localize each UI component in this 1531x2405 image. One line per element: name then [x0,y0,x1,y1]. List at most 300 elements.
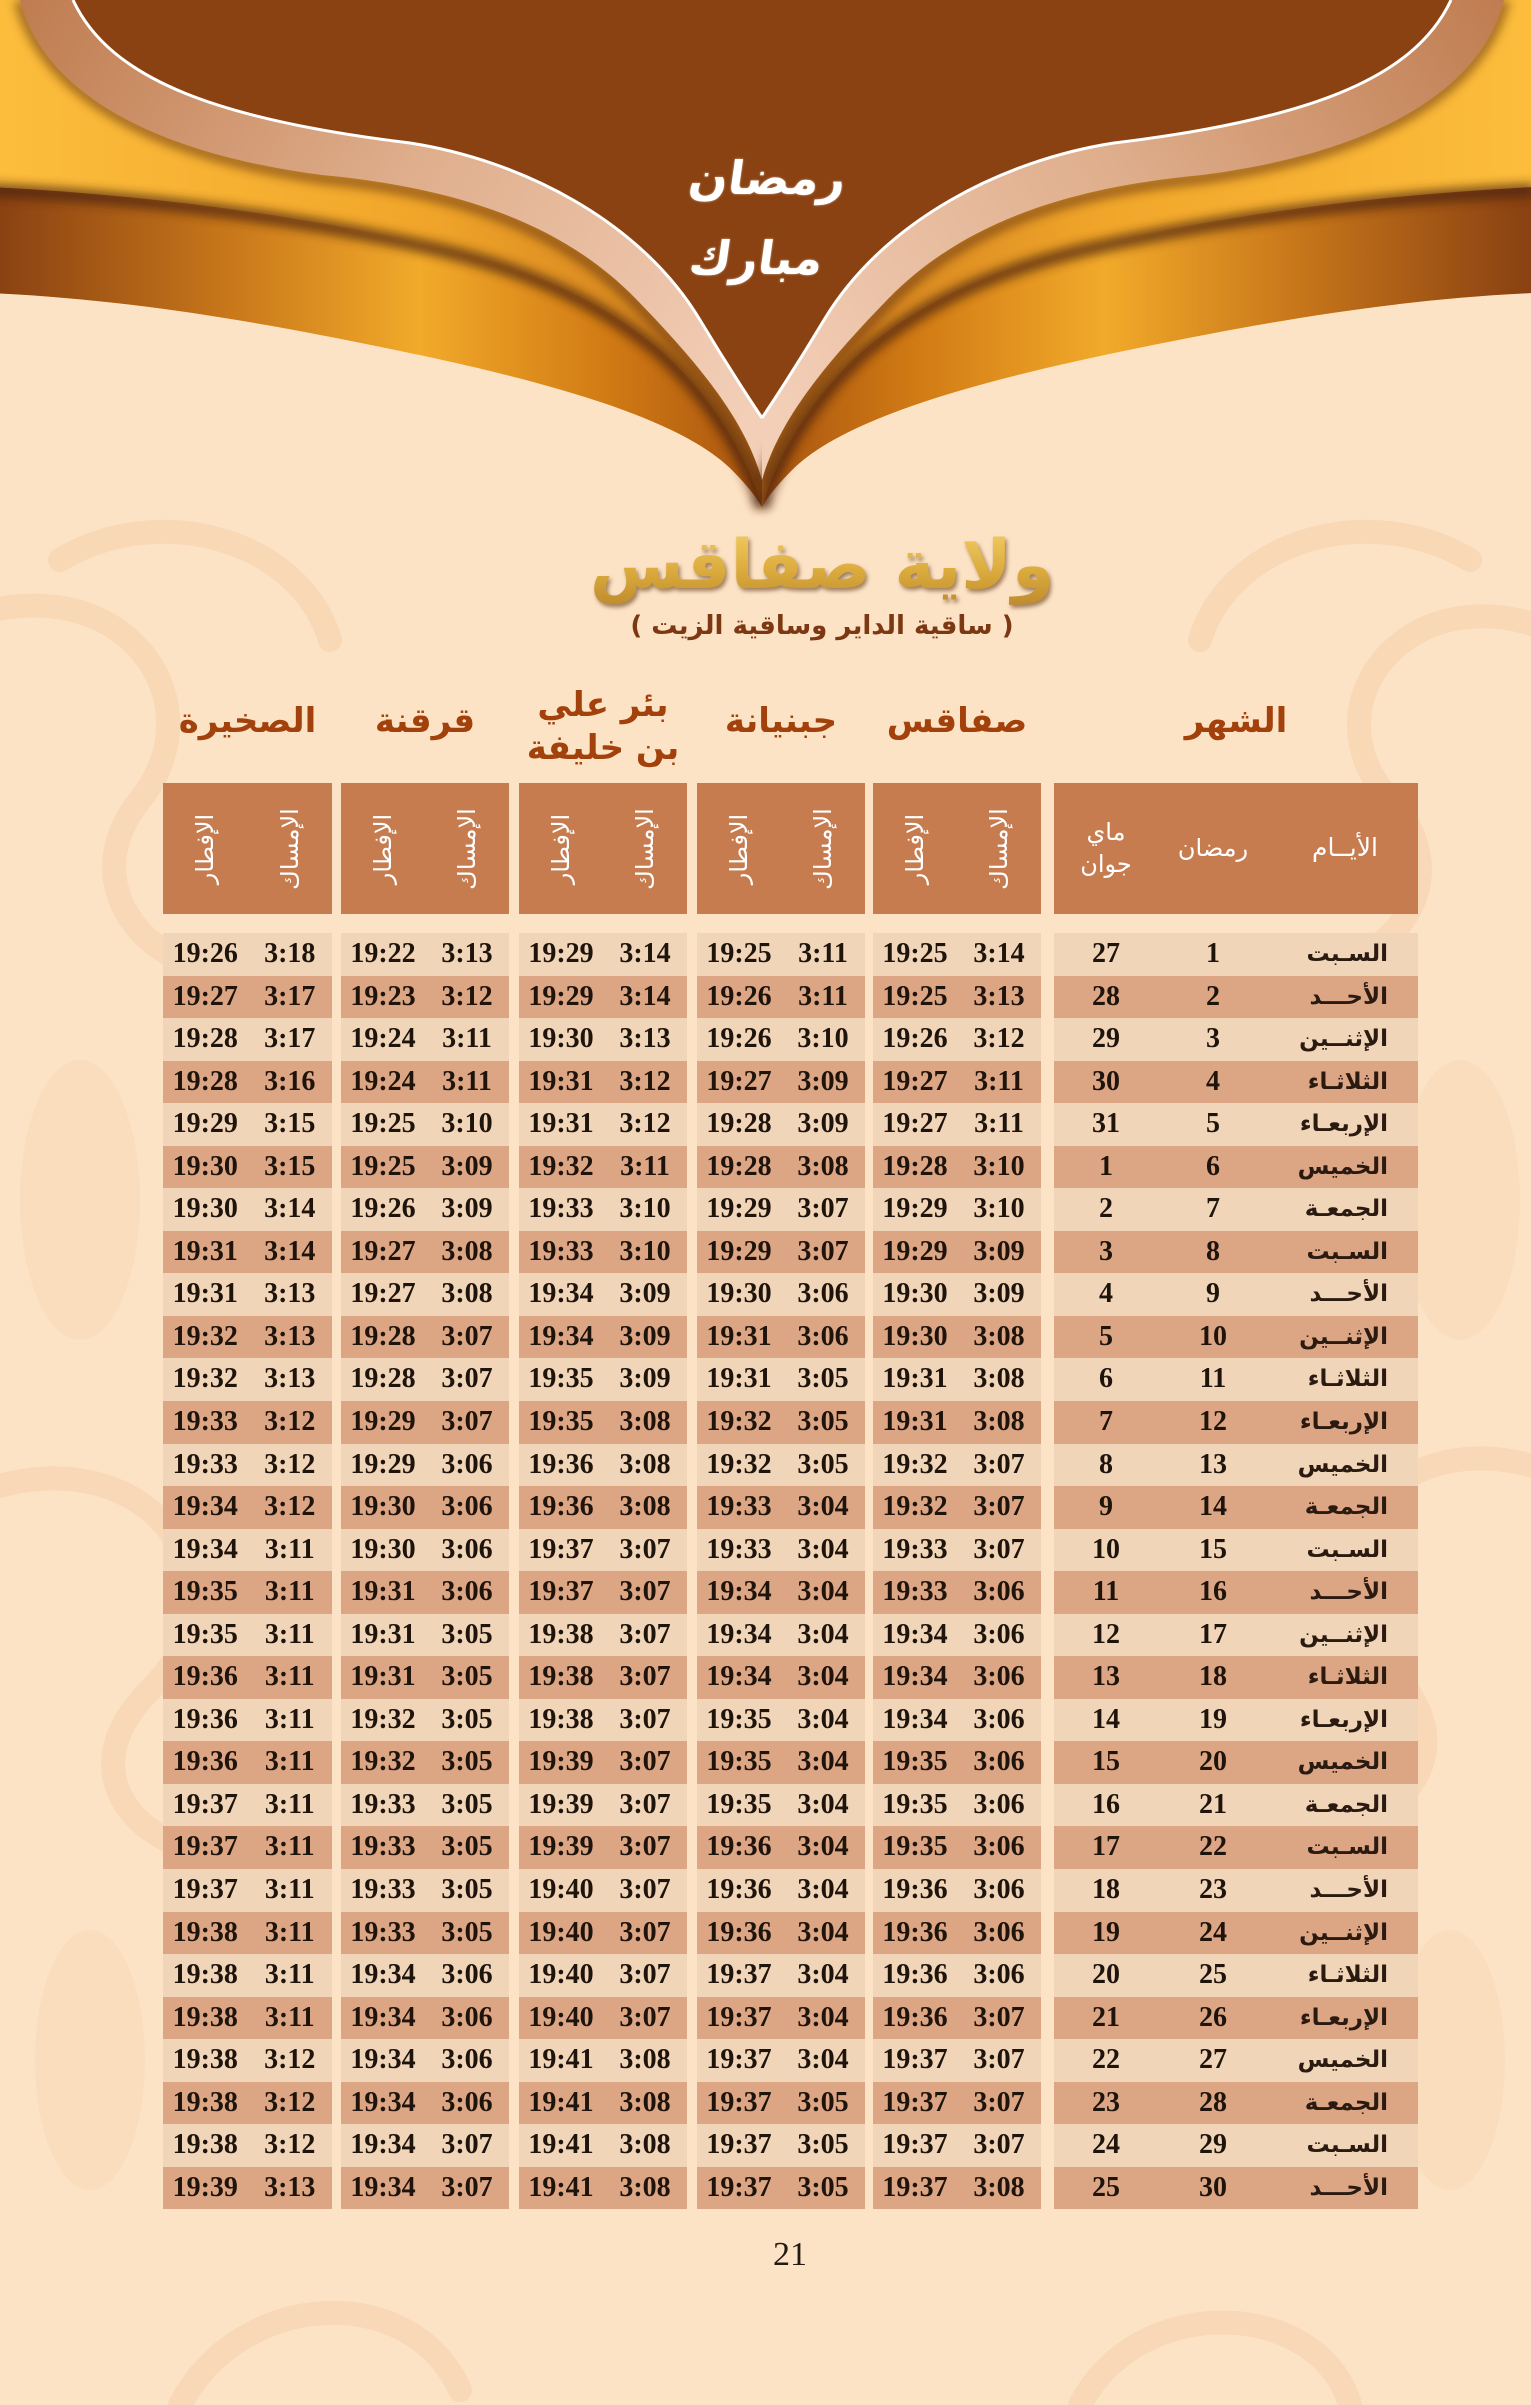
table-row [163,1699,332,1742]
table-row [163,1018,332,1061]
table-row [341,933,509,976]
table-row [519,2039,687,2082]
imsak-time: 3:04 [797,1788,849,1820]
iftar-time: 19:30 [528,1023,594,1055]
table-row [697,1146,865,1189]
city-name: قرقنة [374,701,476,741]
day-name: الأحـــد [1309,2174,1388,2201]
table-row [697,976,865,1019]
imsak-time: 3:06 [973,1576,1025,1608]
table-row [873,1486,1041,1529]
city-name-line-1: بئر علي [537,685,669,725]
table-row [519,1912,687,1955]
table-row [163,1273,332,1316]
imsak-time: 3:10 [973,1150,1025,1182]
iftar-time: 19:32 [882,1448,948,1480]
imsak-time: 3:07 [973,2001,1025,2033]
ramadan-day: 25 [1199,1959,1227,1991]
imsak-time: 3:08 [619,1491,671,1523]
table-row [697,1103,865,1146]
imsak-column-label: الإمساك [809,807,837,890]
imsak-time: 3:10 [441,1108,493,1140]
iftar-time: 19:35 [172,1618,238,1650]
iftar-column-label: الإفطار [901,813,929,884]
table-row [697,1188,865,1231]
table-row [341,1529,509,1572]
table-row [873,1997,1041,2040]
imsak-time: 3:06 [441,1959,493,1991]
imsak-time: 3:13 [264,2171,316,2203]
imsak-time: 3:06 [797,1320,849,1352]
table-row [341,1954,509,1997]
imsak-time: 3:07 [441,1320,493,1352]
imsak-time: 3:06 [973,1618,1025,1650]
table-row [163,2124,332,2167]
city-name-line-2: بن خليفة [526,728,680,768]
iftar-time: 19:36 [882,1916,948,1948]
iftar-time: 19:31 [882,1363,948,1395]
iftar-time: 19:34 [350,2086,416,2118]
imsak-time: 3:13 [619,1023,671,1055]
imsak-time: 3:11 [264,1703,315,1735]
day-name: الجمعـة [1304,1196,1388,1223]
table-row [163,1784,332,1827]
imsak-time: 3:05 [797,1448,849,1480]
city-heading-jebeniana [697,697,865,745]
city-table-rows [873,933,1041,2209]
table-row [697,2124,865,2167]
table-row [163,2082,332,2125]
iftar-time: 19:36 [706,1831,772,1863]
iftar-time: 19:27 [882,1108,948,1140]
imsak-time: 3:13 [264,1363,316,1395]
imsak-time: 3:10 [619,1235,671,1267]
table-row [697,1444,865,1487]
imsak-time: 3:04 [797,1916,849,1948]
table-row [519,1273,687,1316]
table-row [697,1316,865,1359]
imsak-time: 3:05 [441,1661,493,1693]
day-name: الثلاثـاء [1307,1664,1388,1691]
iftar-time: 19:28 [350,1320,416,1352]
day-name: الخميس [1297,2047,1388,2074]
imsak-time: 3:07 [619,2001,671,2033]
iftar-time: 19:26 [706,1023,772,1055]
ramadan-day: 23 [1199,1874,1227,1906]
table-row [341,1061,509,1104]
city-name: جبنيانة [724,701,838,741]
iftar-time: 19:37 [706,2044,772,2076]
iftar-time: 19:37 [172,1788,238,1820]
imsak-time: 3:06 [973,1661,1025,1693]
iftar-time: 19:35 [882,1831,948,1863]
gregorian-day: 6 [1099,1363,1113,1395]
iftar-time: 19:38 [172,1959,238,1991]
gregorian-day: 16 [1092,1788,1120,1820]
gregorian-day: 15 [1092,1746,1120,1778]
iftar-time: 19:34 [350,2171,416,2203]
imsak-time: 3:08 [619,2086,671,2118]
iftar-time: 19:24 [350,1023,416,1055]
table-row [697,1912,865,1955]
table-row [697,1741,865,1784]
table-row [519,1869,687,1912]
table-row [519,1401,687,1444]
iftar-time: 19:41 [528,2129,594,2161]
table-row [163,1444,332,1487]
iftar-time: 19:36 [706,1874,772,1906]
iftar-time: 19:40 [528,1874,594,1906]
imsak-time: 3:09 [441,1193,493,1225]
iftar-time: 19:36 [882,1874,948,1906]
iftar-time: 19:25 [706,938,772,969]
day-name: السـبت [1306,1238,1388,1265]
table-row [341,1997,509,2040]
gregorian-day: 29 [1092,1023,1120,1055]
city-heading-sfax [873,697,1041,745]
city-table-rows [163,933,332,2209]
imsak-time: 3:14 [264,1235,316,1267]
table-row [341,1571,509,1614]
table-row [697,2039,865,2082]
iftar-time: 19:34 [172,1533,238,1565]
table-row [1054,1529,1418,1572]
table-row [163,1826,332,1869]
iftar-time: 19:31 [528,1065,594,1097]
table-row [873,2082,1041,2125]
day-name: الإربعـاء [1299,2004,1388,2031]
imsak-time: 3:11 [442,1065,492,1097]
gregorian-day: 12 [1092,1618,1120,1650]
gregorian-day: 2 [1099,1193,1113,1225]
iftar-time: 19:30 [172,1193,238,1225]
imsak-time: 3:05 [797,2171,849,2203]
imsak-time: 3:09 [619,1363,671,1395]
table-row [873,1316,1041,1359]
iftar-time: 19:29 [706,1193,772,1225]
iftar-column-label: الإفطار [369,813,397,884]
table-row [1054,1826,1418,1869]
table-row [163,1741,332,1784]
iftar-time: 19:35 [528,1406,594,1438]
table-row [697,1061,865,1104]
ramadan-day: 13 [1199,1448,1227,1480]
iftar-time: 19:32 [350,1703,416,1735]
iftar-time: 19:29 [882,1193,948,1225]
table-row [163,2039,332,2082]
imsak-time: 3:04 [797,1618,849,1650]
pattern-blob [1400,1060,1520,1340]
table-bir-ali-ben-khalifa [519,783,687,2210]
gregorian-day: 25 [1092,2171,1120,2203]
imsak-time: 3:07 [619,1618,671,1650]
imsak-time: 3:12 [441,980,493,1012]
imsak-time: 3:06 [973,1959,1025,1991]
table-row [519,1018,687,1061]
imsak-time: 3:12 [264,1448,316,1480]
table-row [1054,1103,1418,1146]
city-table-rows [341,933,509,2209]
gregorian-day: 20 [1092,1959,1120,1991]
imsak-time: 3:07 [797,1193,849,1225]
imsak-time: 3:12 [619,1065,671,1097]
table-row [1054,1444,1418,1487]
imsak-time: 3:06 [973,1746,1025,1778]
imsak-time: 3:16 [264,1065,316,1097]
iftar-time: 19:23 [350,980,416,1012]
imsak-time: 3:11 [620,1150,670,1182]
iftar-time: 19:29 [706,1235,772,1267]
table-row [697,933,865,976]
imsak-time: 3:11 [798,938,848,969]
imsak-time: 3:11 [264,1874,315,1906]
table-row [519,2082,687,2125]
imsak-time: 3:06 [973,1703,1025,1735]
city-name: الصخيرة [178,701,317,741]
day-name: الثلاثـاء [1307,1962,1388,1989]
gregorian-day: 30 [1092,1065,1120,1097]
iftar-time: 19:40 [528,1916,594,1948]
city-heading-skhira [163,697,332,745]
page-subtitle: ( ساقية الداير وساقية الزيت ) [630,611,1014,641]
ramadan-column-label: رمضان [1177,834,1249,862]
day-name: الإثنــين [1299,1026,1388,1053]
table-row [519,1699,687,1742]
imsak-time: 3:07 [441,1406,493,1438]
iftar-time: 19:33 [528,1235,594,1267]
imsak-time: 3:09 [619,1278,671,1310]
iftar-time: 19:35 [882,1788,948,1820]
imsak-time: 3:08 [619,1406,671,1438]
table-row [873,1784,1041,1827]
imsak-column-label: الإمساك [985,807,1013,890]
imsak-time: 3:05 [441,1703,493,1735]
city-table-header [519,783,687,914]
iftar-time: 19:34 [706,1576,772,1608]
iftar-time: 19:28 [172,1065,238,1097]
iftar-time: 19:31 [350,1618,416,1650]
table-row [519,1316,687,1359]
day-name: الخميس [1297,1153,1388,1180]
iftar-time: 19:39 [172,2171,238,2203]
gregorian-day: 21 [1092,2001,1120,2033]
table-row [519,976,687,1019]
iftar-time: 19:32 [172,1320,238,1352]
table-row [697,1784,865,1827]
table-row [697,1869,865,1912]
imsak-time: 3:11 [974,1108,1024,1140]
imsak-time: 3:07 [619,1916,671,1948]
imsak-time: 3:05 [797,2086,849,2118]
table-row [873,1018,1041,1061]
iftar-time: 19:34 [706,1661,772,1693]
table-row [519,1656,687,1699]
iftar-time: 19:37 [882,2129,948,2161]
imsak-time: 3:06 [441,2001,493,2033]
gregorian-day: 3 [1099,1235,1113,1267]
table-row [163,1061,332,1104]
table-row [697,1614,865,1657]
imsak-time: 3:04 [797,1491,849,1523]
imsak-time: 3:07 [619,1788,671,1820]
iftar-time: 19:38 [172,2086,238,2118]
table-row [697,1656,865,1699]
day-name: الخميس [1297,1451,1388,1478]
table-row [163,1486,332,1529]
imsak-time: 3:07 [797,1235,849,1267]
table-row [341,1741,509,1784]
imsak-time: 3:07 [619,1661,671,1693]
iftar-time: 19:39 [528,1788,594,1820]
table-row [873,933,1041,976]
pattern-swirl [1080,2322,1350,2405]
city-table-rows [697,933,865,2209]
table-row [341,1486,509,1529]
table-skhira [163,783,332,2210]
table-row [873,1444,1041,1487]
ramadan-day: 5 [1206,1108,1220,1140]
iftar-time: 19:33 [172,1406,238,1438]
imsak-time: 3:13 [264,1320,316,1352]
gregorian-day: 24 [1092,2129,1120,2161]
table-row [697,1231,865,1274]
table-row [519,2167,687,2210]
ramadan-day: 24 [1199,1916,1227,1948]
iftar-time: 19:40 [528,1959,594,1991]
iftar-time: 19:35 [528,1363,594,1395]
table-row [163,1188,332,1231]
iftar-time: 19:37 [882,2044,948,2076]
month-table [1054,783,1418,2210]
iftar-time: 19:31 [172,1235,238,1267]
table-row [1054,1231,1418,1274]
imsak-time: 3:10 [619,1193,671,1225]
table-row [163,2167,332,2210]
table-row [519,1444,687,1487]
iftar-time: 19:37 [172,1831,238,1863]
table-row [697,1997,865,2040]
iftar-time: 19:29 [528,938,594,969]
gregorian-day: 18 [1092,1874,1120,1906]
ramadan-day: 8 [1206,1235,1220,1267]
imsak-column-label: الإمساك [453,807,481,890]
iftar-time: 19:41 [528,2086,594,2118]
table-row [873,1741,1041,1784]
city-table-rows [519,933,687,2209]
imsak-time: 3:04 [797,1661,849,1693]
iftar-time: 19:30 [350,1491,416,1523]
day-name: الإربعـاء [1299,1111,1388,1138]
day-name: الخميس [1297,1749,1388,1776]
imsak-time: 3:06 [973,1874,1025,1906]
city-table-header [697,783,865,914]
page-title: ولاية صفاقس [522,520,1122,612]
iftar-time: 19:27 [350,1278,416,1310]
iftar-time: 19:28 [706,1108,772,1140]
gregorian-day: 22 [1092,2044,1120,2076]
iftar-time: 19:31 [350,1576,416,1608]
imsak-time: 3:17 [264,980,316,1012]
table-row [341,1018,509,1061]
table-row [519,1146,687,1189]
ramadan-day: 16 [1199,1576,1227,1608]
imsak-time: 3:05 [441,1874,493,1906]
imsak-time: 3:07 [441,2171,493,2203]
imsak-time: 3:05 [797,2129,849,2161]
table-row [163,1869,332,1912]
table-row [519,1571,687,1614]
iftar-time: 19:35 [882,1746,948,1778]
day-name: الثلاثـاء [1307,1068,1388,1095]
iftar-time: 19:35 [172,1576,238,1608]
table-row [163,1231,332,1274]
ramadan-day: 21 [1199,1788,1227,1820]
table-row [1054,2167,1418,2210]
table-row [873,1571,1041,1614]
imsak-time: 3:05 [441,1746,493,1778]
pattern-swirl [180,2313,460,2405]
table-row [873,1614,1041,1657]
day-name: الجمعـة [1304,2089,1388,2116]
iftar-time: 19:38 [172,2129,238,2161]
iftar-time: 19:33 [882,1533,948,1565]
table-row [519,1231,687,1274]
imsak-time: 3:09 [797,1065,849,1097]
ramadan-day: 15 [1199,1533,1227,1565]
iftar-time: 19:34 [350,2044,416,2076]
iftar-time: 19:28 [350,1363,416,1395]
table-row [873,1188,1041,1231]
iftar-time: 19:38 [172,2044,238,2076]
table-row [697,1486,865,1529]
imsak-time: 3:10 [973,1193,1025,1225]
imsak-time: 3:11 [264,1618,315,1650]
imsak-time: 3:05 [441,1916,493,1948]
imsak-time: 3:07 [441,1363,493,1395]
table-row [1054,1571,1418,1614]
iftar-time: 19:34 [528,1320,594,1352]
table-row [1054,1273,1418,1316]
day-name: الأحـــد [1309,1877,1388,1904]
iftar-time: 19:38 [172,1916,238,1948]
city-table-header [163,783,332,914]
imsak-time: 3:08 [441,1235,493,1267]
table-row [873,1656,1041,1699]
iftar-time: 19:38 [172,2001,238,2033]
imsak-time: 3:06 [441,1491,493,1523]
table-row [341,1231,509,1274]
iftar-time: 19:32 [706,1448,772,1480]
table-row [519,1188,687,1231]
table-row [1054,933,1418,976]
day-name: الثلاثـاء [1307,1366,1388,1393]
table-row [341,1103,509,1146]
iftar-time: 19:29 [528,980,594,1012]
iftar-time: 19:32 [528,1150,594,1182]
table-row [519,1358,687,1401]
imsak-time: 3:09 [619,1320,671,1352]
imsak-time: 3:07 [619,1874,671,1906]
table-row [1054,1614,1418,1657]
table-row [341,2167,509,2210]
ramadan-day: 29 [1199,2129,1227,2161]
table-row [341,1869,509,1912]
iftar-time: 19:28 [882,1150,948,1182]
pattern-blob [35,1930,145,2190]
table-row [341,1614,509,1657]
iftar-column-label: الإفطار [547,813,575,884]
table-row [341,1273,509,1316]
